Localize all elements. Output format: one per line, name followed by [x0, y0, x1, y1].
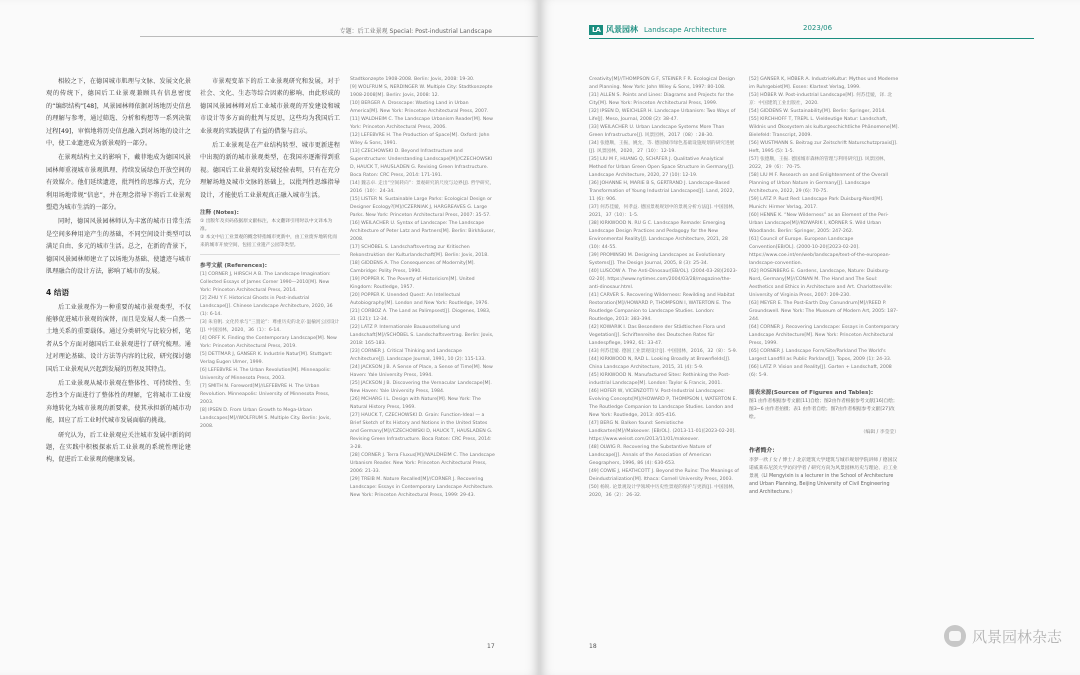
right-col-1 [589, 76, 739, 646]
reference-item: [33] WEILACHER U. Urban Landscape Systems More Than Green Infrastructure[J]. 风景园林，2017（08）: 28-30. [589, 125, 725, 138]
journal-logo [589, 24, 833, 35]
reference-item: [13] CZECHOWSKI D. Beyond Infrastructure and Superstructure: Understanding Landscape[M]//CZECHOWSKI D, HAUCK T, HAUSLADEN G. Revising Green Infrastructure. Boca Raton: CRC Press, 2014: 171-191. [350, 149, 493, 178]
reference-item: [54] GIDDENS W. Sustainability[M]. Berlin: Springer, 2014. [749, 109, 886, 114]
reference-item: [26] MCHARG I L. Design with Nature[M]. New York: The Natural History Press, 1969. [350, 397, 481, 410]
reference-item: [59] LATZ P. Rust Red: Landscape Park Duisburg-Nord[M]. Munich: Hirmer Verlag, 2017. [749, 197, 884, 210]
section-title: 4 结语 [46, 287, 70, 297]
reference-item: Stadtkonzepte 1908-2008. Berlin: Jovis, 2008: 19-30. [350, 77, 475, 82]
reference-item: [44] KIRKWOOD N, RAD L. Looking Broadly at Brownfields[J]. China Landscape Architecture, 2015, 31 (4): 5-9. [589, 357, 731, 370]
reference-item: [63] MEYER E. The Post-Earth Day Conundrum[M]//REED P. Groundswell. New York: The Museum of Modern Art, 2005: 187-244. [749, 301, 898, 322]
reference-item: [28] CORNER J. Terra Fluxus[M]//WALDHEIM C. The Landscape Urbanism Reader. New York: Princeton Architectural Press, 2006: 21-33. [350, 453, 495, 474]
reference-item: [62] ROSENBERG E. Gardens, Landscape, Nature: Duisburg-Nord, Germany[M]//CONAN M. The Hand and The Soul: Aesthetics and Ethics in Architecture and Art. Charlottesville: University of Virginia Press, 2007: 209-230. [749, 269, 893, 298]
reference-item: [19] POPPER K. The Poverty of Historicism[M]. United Kingdom: Routledge, 1957. [350, 277, 475, 290]
body-paragraph: 同时，德国风景园林师认为丰富的城市日常生活是空间多种用途产生的基础，不同空间设计类型可以满足自由、多元的城市生活。总之，在新的背景下，德国风景园林师建立了以场地为基础、使遗迹与城市肌理融合的设计方法，影响了城市的发展。 [46, 218, 191, 276]
reference-item: [20] POPPER K. Unended Quest: An Intellectual Autobiography[M]. London and New York: Routledge, 1976. [350, 293, 489, 306]
reference-item: [1] CORNER J, HIRSCH A B. The Landscape Imagination: Collected Essays of James Corner 1990—2010[M]. New York: Princeton Architectural Press, 2014. [200, 272, 331, 294]
reference-item: [8] IPSEN D. From Urban Growth to Mega-Urban Landscapes[M]//WOLFRUM S. Multiple City. Berlin: Jovis, 2008. [200, 408, 331, 430]
reference-item: [14] 魏志卓. 走出“空间转向”：景观研究的尺度与边界[J]. 哲学研究，2016（10）：24-34. [350, 181, 495, 194]
body-paragraph: 后工业景观作为一种重要的城市景观类型，不仅能够促进城市景观的演替，而且是发展人类一自然一土地关系的重要载体。通过分类研究与比较分析，笔者从5个方面对德国后工业景观进行了研究梳理。通过对理论基础、设计方法等内容的比较，研究探讨德国后工业景观从兴起到发展的历程及其特点。 [46, 303, 191, 373]
note: ① 出版年及页码依据原文献标注，本文翻译引用时以中文译本为准。 [200, 219, 333, 233]
reference-item: [36] JOHANNE H, MARIE B S, GERTRAND J. Landscape-Based Transformation of Young Industrial Landscapes[J]. Land, 2022, 11 (6): 906. [589, 181, 735, 202]
reference-item: [49] COWIE J, HEATHCOTT J. Beyond the Ruins: The Meanings of Deindustrialization[M]. Ithaca: Cornell University Press, 2003. [589, 469, 739, 482]
reference-item: [58] LIU M F. Research on and Enlightenment of the Overall Planning of Urban Nature in Germany[J]. Landscape Architecture, 2022, 29 (6): 70-75. [749, 173, 888, 194]
body-paragraph: 后工业景观是在产业结构转型、城市更新进程中出现的新的城市景观类型，在我国亦逐渐得到重视。德国后工业景观的发展经验表明，只有在充分理解场地及城市文脉的基础上，以批判性思维指导设计，才能使后工业景观真正融入城市生活。 [200, 142, 340, 199]
header-rule [589, 38, 1034, 39]
reference-item: [46] HOFER W, VICENZOTTI V. Post-Industrial Landscapes: Evolving Concepts[M]//HOWARD P, THOMPSON I, WATERTON E. The Routledge Companion to Landscape Studies. London and New York: Routledge, 2013: 405-416. [589, 389, 738, 418]
left-col-3 [350, 76, 495, 646]
reference-item: [9] WOLFRUM S, NERDINGER W. Multiple City: Stadtkonzepte 1908-2008[M]. Berlin: Jovis, 2008: 12. [350, 85, 493, 98]
reference-item: [31] ALLEN S. Points and Lines: Diagrams and Projects for the City[M]. New York: Princeton Architectural Press, 1999. [589, 93, 734, 106]
reference-item: [43] 何苏佳媛. 德国工业景观设计[J]. 中国园林，2016，32（8）：5-9. [589, 349, 738, 354]
reference-item: [39] PROMINSKI M. Designing Landscapes as Evolutionary Systems[J]. The Design Journal, 2005, 8 (3): 25-34. [589, 253, 726, 266]
header-rule [140, 36, 538, 37]
right-col-2 [749, 76, 899, 646]
left-col-1 [46, 76, 191, 646]
reference-item: [64] CORNER J. Recovering Landscape: Essays in Contemporary Landscape Architecture[M]. New York: Princeton Architectural Press, 1999. [749, 325, 899, 346]
reference-item: [52] GANSER K, HÖBER A. IndustrieKultur: Mythos und Moderne im Ruhrgebiet[M]. Essen: Klartext Verlag, 1999. [749, 77, 899, 90]
reference-item: [7] SMITH N. Foreword[M]//LEFEBVRE H. The Urban Revolution. Minneapolis: University of Minnesota Press, 2003. [200, 384, 330, 406]
running-header: 专题：后工业景观 Special: Post-industrial Landscape [340, 26, 492, 35]
reference-item: [21] CORBOZ A. The Land as Palimpsest[J]. Diogenes, 1983, 31 (121): 12-34. [350, 309, 491, 322]
reference-item: [61] Council of Europe. European Landscape Convention[EB/OL]. (2000-10-20)[2023-02-20]. https://www.coe.int/en/web/landscape/text-of-the-european-landscape-convention. [749, 237, 891, 266]
watermark-text: 风景园林杂志 [971, 627, 1062, 646]
reference-item: [23] CORNER J. Critical Thinking and Landscape Architecture[J]. Landscape Journal, 1991, 10 (2): 115-133. [350, 349, 486, 362]
reference-item: [22] LATZ P. Internationale Bauausstellung und Landschaft[M]//SCHÖBEL S. Landschaftsvertrag. Berlin: Jovis, 2018: 165-183. [350, 325, 494, 346]
reference-item: [53] HÖBER W. Post-industrial Landscape[M]. 何苏佳媛，译. 北京：中国建筑工业出版社，2020. [749, 93, 892, 106]
reference-item: [38] KIRKWOOD N. RU G C. Landscape Remade: Emerging Landscape Design Practices and Pedagogy for the New Environmental Reality[J]. Landscape Architecture, 2021, 28 (10): 44-55. [589, 221, 728, 250]
reference-item: [18] GIDDENS A. The Consequences of Modernity[M]. Cambridge: Polity Press, 1990. [350, 261, 475, 274]
reference-item: [11] WALDHEIM C. The Landscape Urbanism Reader[M]. New York: Princeton Architectural Press, 2006. [350, 117, 493, 130]
issue-number: 2023/06 [803, 24, 833, 32]
reference-item: [34] 张德顺，王振，姚允，等. 德国城市绿色基础设施规划的研究进展[J]. 风景园林，2020，27（10）：12-19. [589, 141, 735, 154]
reference-item: Creativity[M]//THOMPSON G F, STEINER F R. Ecological Design and Planning. New York: John Wiley & Sons, 1997: 80-108. [589, 77, 735, 90]
logo-chinese: 风景园林 [606, 25, 638, 34]
reference-item: [56] WUSTMANN S. Beitrag zur Zeitschrift Naturschutzpraxis[J]. Heft, 1995 (5): 1-5. [749, 141, 898, 154]
figure-sources-text: 图1 由作者根据参考文献[11]自绘；图2由作者根据参考文献[16]自绘；图3~6 由作者拍摄；表1 由作者自绘；图7由作者根据参考文献[27]改绘。 [749, 399, 898, 420]
reference-item: [12] LEFEBVRE H. The Production of Space[M]. Oxford: John Wiley & Sons, 1991. [350, 133, 490, 146]
reference-item: [57] 张德顺，王振. 德国城市森林的管理与利用研究[J]. 风景园林，2022，29（6）：70-75. [749, 157, 889, 170]
reference-item: [41] CARVER S. Recovering Wilderness: Rewilding and Habitat Restoration[M]//HOWARD P, THOMPSON I, WATERTON E. The Routledge Companion to Landscape Studies. London: Routledge, 2013: 383-394. [589, 293, 735, 322]
logo-english: Landscape Architecture [644, 25, 727, 34]
note: ② 本文中后工业景观的概念特指城市更新中，由工业废弃地转化而来的城市开放空间，包括工业遗产公园等类型。 [200, 235, 337, 249]
reference-item: [6] LEFEBVRE H. The Urban Revolution[M]. Minneapolis: University of Minnesota Press, 2003. [200, 368, 331, 382]
wechat-icon [944, 625, 966, 647]
reference-item: [10] BERGER A. Drosscape: Wasting Land in Urban America[M]. New York: Princeton Architectural Press, 2007. [350, 101, 489, 114]
divider [200, 254, 340, 255]
page-number: 17 [487, 643, 495, 650]
reference-item: [25] JACKSON J B. Discovering the Vernacular Landscape[M]. New Haven: Yale University Press, 1984. [350, 381, 492, 394]
reference-item: [55] KIRCHHOFF T, TREPL L. Vieldeutige Natur: Landschaft, Wildnis und Ökosystem als kulturgeschichtliche Phänomene[M]. Bielefeld: Transcript, 2009. [749, 117, 899, 138]
reference-item: [60] HENNE K. “New Wilderness” as an Element of the Peri-Urban Landscape[M]//KOWARIK I, KÖRNER S. Wild Urban Woodlands. Berlin: Springer, 2005: 247-262. [749, 213, 889, 234]
watermark [944, 625, 1062, 647]
body-paragraph: 后工业景观从城市景观在整体性、可持续性、生态性3个方面进行了整体性的理解，它将城市工业废弃地转化为城市景观的新要素，使其承担新的城市功能，回应了后工业时代城市发展面临的挑战。 [46, 379, 191, 425]
reference-item: [4] ORFF K. Finding the Contemporary Landscape[M]. New York: Princeton Architectural Press, 2019. [200, 336, 337, 350]
reference-item: [66] LATZ P. Vision and Reality[J]. Garten + Landschaft, 2008 (6): 5-9. [749, 365, 892, 378]
notes-title: 注释 (Notes): [200, 210, 239, 217]
reference-item: [37] 何苏佳媛，何孝益. 德国景观规划中的景观分析方法[J]. 中国园林，2021，37（10）：1-5. [589, 205, 738, 218]
body-paragraph: 在景观结构主义的影响下，戴菲地成为德国风景园林师重视城市景观肌理、持续发展绿色开放空间的有效媒介。他们延续遗迹，批判性的思维方式，充分利用场地常规“信息”，并在理念指导下将后工业景观塑造为城市生活的一部分。 [46, 154, 191, 212]
reference-item: [29] TREIB M. Nature Recalled[M]//CORNER J. Recovering Landscape: Essays in Contemporary Landscape Architecture. New York: Princeton Architectural Press, 1999: 29-43. [350, 477, 494, 498]
reference-item: [40] LUSCOW A. The Anti-Dinosaur[EB/OL]. (2004-03-28)[2023-02-20]. https://www.nytimes.com/2004/03/28/magazine/the-anti-dinosaur.html. [589, 269, 738, 290]
reference-item: [2] ZHU Y F. Historical Ghosts in Post-industrial Landscape[J]. Chinese Landscape Architecture, 2020, 36 (1): 6-14. [200, 296, 333, 318]
reference-item: [16] WEILACHER U. Syntax of Landscape: The Landscape Architecture of Peter Latz and Partners[M]. Berlin: Birkhäuser, 2008. [350, 221, 495, 242]
logo-mark: LA [589, 25, 603, 35]
reference-item: [32] IPSEN D, WEICHLER H. Landscape Urbanism: Two Ways of Life[J]. Meso, Journal, 2008 (2): 38-47. [589, 109, 736, 122]
reference-item: [17] SCHÖBEL S. Landschaftsvertrag zur Kritischen Rekonstruktion der Kulturlandschaft[M]. Berlin: Jovis, 2018. [350, 245, 489, 258]
reference-item: [27] HAUCK T, CZECHOWSKI D. Grain: Function-Ideal — a Brief Sketch of Its History and Notions in the United States and Germany[M]//CZECHOWSKI D, HAUCK T, HAUSLADEN G. Revising Green Infrastructure. Boca Raton: CRC Press, 2014: 3-28. [350, 413, 493, 450]
reference-item: [42] KOWARIK I. Das Besondere der Städtischen Flora und Vegetation[J]. Schriftenreihe des Deutschen Rates für Landespflege, 1992, 61: 33-47. [589, 325, 726, 346]
page-number: 18 [589, 643, 597, 650]
reference-item: [35] LIU M F, HUANG Q, SCHÄFER J. Qualitative Analytical Method for Urban Green Open Space Structure in Germany[J]. Landscape Architecture, 2020, 27 (10): 12-19. [589, 157, 735, 178]
references-title: 参考文献 (References): [200, 263, 267, 270]
left-page [0, 0, 538, 675]
right-page [541, 0, 1080, 675]
reference-item: [15] LISTER N. Sustainable Large Parks: Ecological Design or Designer Ecology?[M]//CZERNIAK J, HARGREAVES G. Large Parks. New York: Princeton Architectural Press, 2007: 35-57. [350, 197, 492, 218]
editor-credit: （编辑 / 李莹莹） [860, 430, 899, 435]
reference-item: [24] JACKSON J B. A Sense of Place, a Sense of Time[M]. New Haven: Yale University Press, 1994. [350, 365, 493, 378]
body-paragraph: 市景观变革下的后工业景观研究和发展，对于社会、文化、生态等综合因素的影响、由此形成的德国风景园林师对后工业城市景观的开发建设和城市设计等多方面的批判与反思，这些均为我国后工业景观的实践提供了有益的借鉴与启示。 [200, 78, 340, 135]
reference-item: [3] 朱育帆. 文化传承与“三置论”：尊重历史的北京·温榆河公园设计[J]. 中国园林，2020，36（1）：6-14. [200, 320, 340, 334]
author-title: 作者简介： [749, 448, 778, 454]
body-paragraph: 相较之下，在德国城市肌理与文脉、发展文化景观的传统下，德国后工业景观兼顾具有信息密度的“编织结构”[48]，风景园林师依据对场地历史信息的理解与参考，通过筛选、分析和构想等一系列决策过程[49]，审慎地将历史信息融入到对场地的设计之中，使工业遗迹成为新景观的一部分。 [46, 78, 191, 148]
reference-item: [45] KIRKWOOD N. Manufactured Sites: Rethinking the Post-industrial Landscape[M]. London: Taylor & Francis, 2001. [589, 373, 730, 386]
author-bio: 李梦一欣 / 女 / 博士 / 北京建筑大学建筑与城市规划学院讲师 / 德国汉诺威莱布尼茨大学访问学者 / 研究方向为风景园林历史与理论、后工业景观（LI Mengyixin is a lecturer in the School of Architecture and Urban Planning, Beijing University of Civil Engineering and Architecture.） [749, 458, 898, 495]
reference-item: [47] BERG N. Balken found: Semiotische Landkarten[M]//Makeover. [EB/OL]. (2013-11-01)[2023-02-20]. https://www.weisst.com/2013/11/01/makeover. [589, 421, 736, 442]
figure-sources-title: 图表来源(Sources of Figures and Tables): [749, 390, 874, 396]
reference-item: [48] OLWIG R. Recovering the Substantive Nature of Landscape[J]. Annals of the Association of American Geographers, 1996, 86 (4): 630-653. [589, 445, 712, 466]
body-paragraph: 研究认为，后工业景观应关注城市发展中新的问题，在实践中积极探索后工业景观的系统性理论建构，促进后工业景观的健康发展。 [46, 431, 191, 464]
reference-item: [5] DETTMAR J, GANSER K. Industrie Natur[M]. Stuttgart: Verlag Eugen Ulmer, 1999. [200, 352, 333, 366]
reference-item: [50] 杨锐. 论景观设计学领域中历史性景观的保护与更新[J]. 中国园林，2020，36（2）：26-32. [589, 485, 738, 498]
reference-item: [65] CORNER J. Landscape Form/Site/Parkland The World's Largest Landfill as Public Parkland[J]. Topos, 2009 (1): 24-33. [749, 349, 892, 362]
left-col-2 [200, 76, 340, 646]
